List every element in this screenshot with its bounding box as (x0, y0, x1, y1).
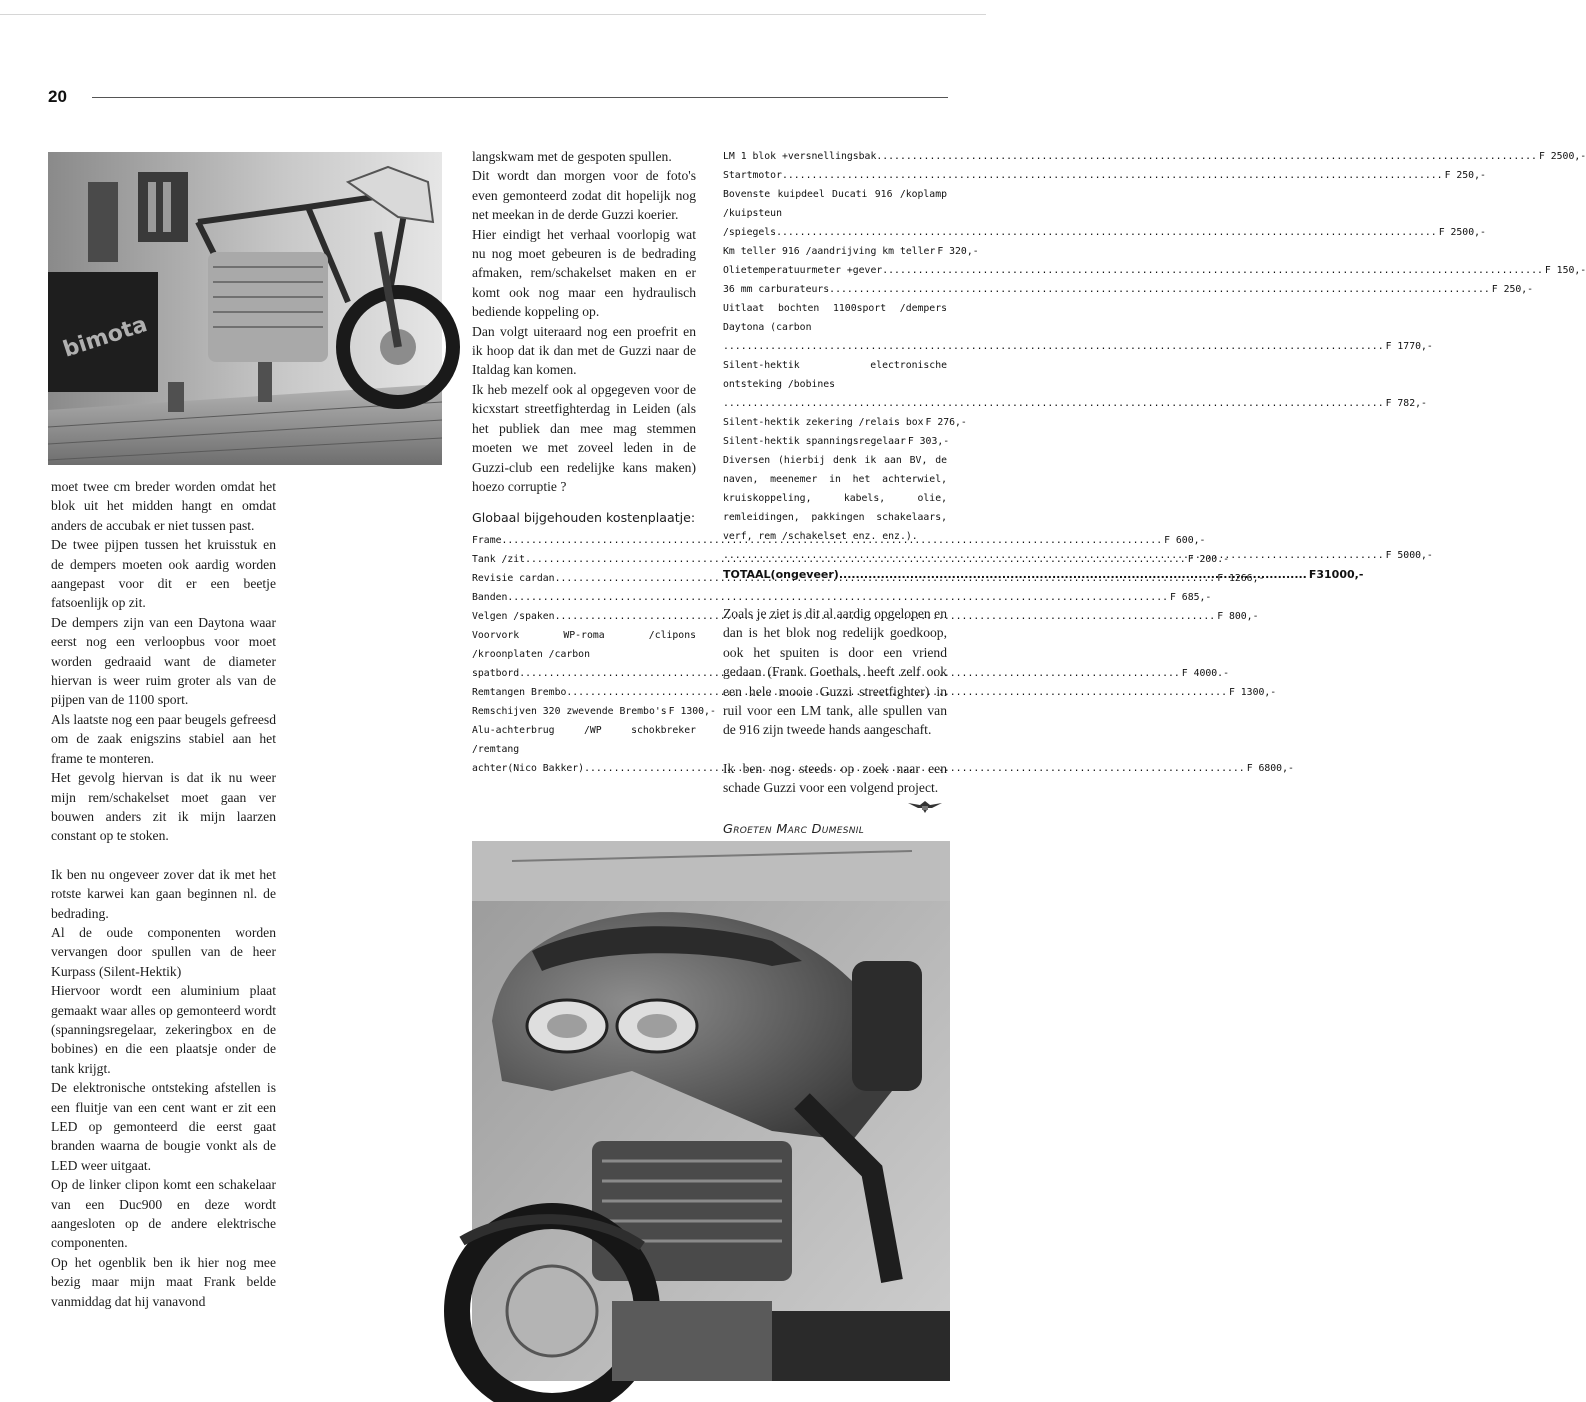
cost-row: spatbord ..... F 4000.- (472, 664, 696, 683)
header-rule (92, 97, 948, 98)
photo-motorcycle-frame (48, 152, 442, 465)
paragraph: Ik heb mezelf ook al opgegeven voor de kicxstart streetfighterdag in Leiden (als het publiek dan mee mag stemmen moeten we met zoveel leden in de Guzzi-club een redelijke kans maken) hoezo corruptie ? (472, 381, 696, 494)
cost-wrap-line: Bovenste kuipdeel Ducati 916 /koplamp /kuipsteun (723, 189, 947, 219)
paragraph: Op de linker clipon komt een schakelaar van een Duc900 en deze wordt aangesloten op de andere elektrische componenten. (51, 1177, 276, 1251)
cost-row: Frame ..... F 600,- (472, 531, 696, 550)
cost-heading: Globaal bijgehouden kostenplaatje: (472, 510, 696, 526)
cost-row: Km teller 916 /aandrijving km teller F 320,- (723, 246, 979, 257)
cost-row: LM 1 blok +versnellingsbak ..... F 2500,- (723, 147, 947, 166)
paragraph: Dan volgt uiteraard nog een proefrit en ik hoop dat ik dan met de Guzzi naar de Italdag kan komen. (472, 323, 696, 378)
page-number: 20 (48, 87, 67, 106)
paragraph: Ik ben nu ongeveer zover dat ik met het rotste karwei kan gaan beginnen nl. de bedrading. (51, 866, 276, 921)
svg-text:bimota: bimota (60, 312, 151, 363)
motorcycle-frame-photo-icon (48, 152, 442, 465)
cost-row: achter(Nico Bakker) ..... F 6800,- (472, 759, 696, 778)
paragraph: De dempers zijn van een Daytona waar eerst nog een verloopbus voor moet worden gedraaid want de diameter hiervan is weer ruim groter als van de pijpen van de 1100 sport. (51, 614, 276, 708)
cost-total-row: TOTAAL(ongeveer) ..... F31000,- (723, 565, 947, 584)
paragraph: Als laatste nog een paar beugels gefreesd om de zaak enigszins stabiel aan het frame te monteren. (51, 711, 276, 766)
cost-row: Startmotor ..... F 250,- (723, 166, 947, 185)
paragraph: Ik ben nog steeds op zoek naar een schade Guzzi voor een volgend project. (723, 760, 947, 796)
guzzi-eagle-logo-icon (908, 797, 942, 817)
paragraph: langskwam met de gespoten spullen. (472, 149, 672, 164)
cost-row: ..... F 782,- (723, 394, 947, 413)
scan-top-border (0, 14, 986, 15)
cost-row: ..... F 5000,- (723, 546, 947, 565)
cost-row: Remtangen Brembo ..... F 1300,- (472, 683, 696, 702)
cost-wrap-line: Alu-achterbrug /WP schokbreker /remtang (472, 724, 696, 755)
cost-row: ..... F 1770,- (723, 337, 947, 356)
paragraph: De elektronische ontsteking afstellen is een fluitje van een cent want er zit een LED op gemonteerd die eerst gaat branden waarna de bougie vonkt als de LED weer uitgaat. (51, 1080, 276, 1173)
cost-wrap-line: Voorvork WP-roma /clipons /kroonplaten /carbon (472, 629, 696, 660)
paragraph: De twee pijpen tussen het kruisstuk en de dempers moeten ook aardig worden aangepast voor dit er een beetje fatsoenlijk op zit. (51, 537, 276, 611)
paragraph-gap (723, 740, 947, 759)
paragraph: Op het ogenblik ben ik hier nog mee bezig maar mijn maat Frank belde vanmiddag dat hij vanavond (51, 1254, 276, 1309)
cost-row: 36 mm carburateurs ..... F 250,- (723, 280, 947, 299)
cost-row: Silent-hektik zekering /relais box F 276,- (723, 417, 967, 428)
right-column-text (723, 604, 947, 798)
cost-row: Banden ..... F 685,- (472, 588, 696, 607)
paragraph: moet twee cm breder worden omdat het blok uit het midden hangt en omdat anders de accubak er niet tussen past. (51, 479, 276, 533)
paragraph: Hiervoor wordt een aluminium plaat gemaakt waar alles op gemonteerd wordt (spanningsregelaar, zekeringbox en de bobines) en die een plaatsje onder de tank krijgt. (51, 983, 276, 1076)
paragraph: Het gevolg hiervan is dat ik nu weer mijn rem/schakelset moet gaan ver bouwen anders zit ik mijn laarzen constant op te stoken. (51, 770, 276, 844)
paragraph: Hier eindigt het verhaal voorlopig wat nu nog moet gebeuren is de bedrading afmaken, rem/schakelset maken en er komt ook nog maar een hydraulisch bediende koppeling op. (472, 226, 696, 320)
cost-row: Revisie cardan ..... F 1266,- (472, 569, 696, 588)
cost-row: Remschijven 320 zwevende Brembo's F 1300,- (472, 705, 716, 717)
cost-row: Silent-hektik spanningsregelaar F 303,- (723, 436, 950, 447)
paragraph: Al de oude componenten worden vervangen door spullen van de heer Kurpass (Silent-Hektik) (51, 924, 276, 979)
left-column (51, 477, 276, 1311)
cost-row: Velgen /spaken ..... F 800,- (472, 607, 696, 626)
cost-diversen: Diversen (hierbij denk ik aan BV, de naven, meenemer in het achterwiel, kruiskoppeling, kabels, olie, remleidingen, pakkingen schakelaars, verf, rem /schakelset enz. enz.). (723, 455, 947, 542)
photo-motorcycle-fairing (472, 841, 950, 1381)
paragraph: Zoals je ziet is dit al aardig opgelopen en dan is het blok nog redelijk goedkoop, ook het spuiten is door een vriend gedaan (Frank Goethals, heeft zelf ook een hele mooie Guzzi streetfighter) in ruil voor een LM tank, alle spullen van de 916 zijn tweede hands aangeschaft. (723, 606, 947, 738)
cost-row: Olietemperatuurmeter +gever ..... F 150,- (723, 261, 947, 280)
motorcycle-fairing-photo-icon (472, 841, 950, 1381)
cost-row: /spiegels ..... F 2500,- (723, 223, 947, 242)
cost-row: Tank /zit ..... F 200.- (472, 550, 696, 569)
cost-wrap-line: Silent-hektik electronische ontsteking /bobines (723, 360, 947, 390)
cost-wrap-line: Uitlaat bochten 1100sport /dempers Daytona (carbon (723, 303, 947, 333)
paragraph: Dit wordt dan morgen voor de foto's even gemonteerd zodat dit hopelijk nog net meekan in de derde Guzzi koerier. (472, 168, 696, 223)
signature-name: Groeten Marc Dumesnil (723, 821, 865, 837)
paragraph-gap (51, 846, 276, 865)
